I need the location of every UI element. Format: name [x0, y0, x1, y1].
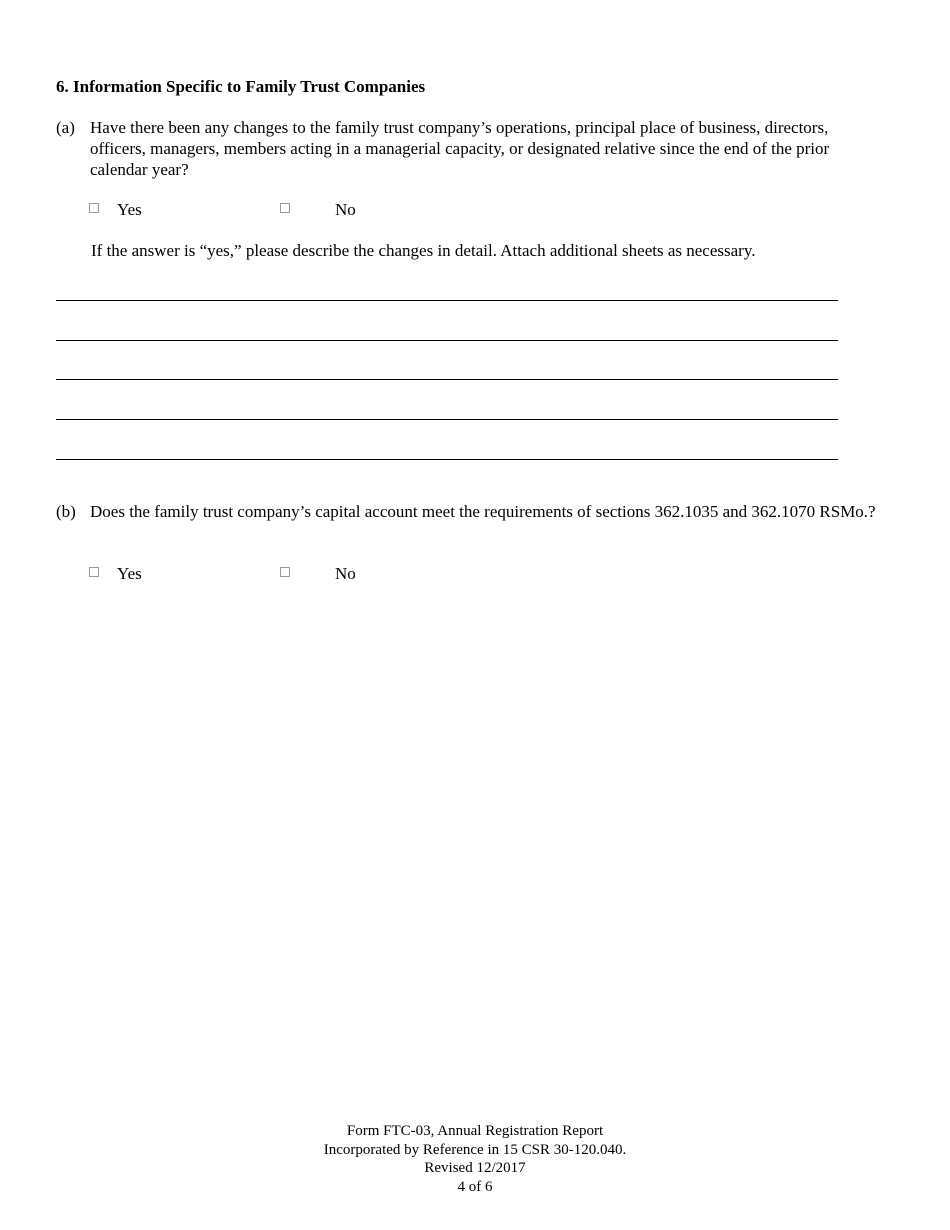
question-b: [56, 501, 876, 522]
question-b-no-label: No: [335, 564, 356, 583]
question-a-label: (a): [56, 118, 75, 137]
question-b-label: (b): [56, 502, 76, 521]
question-b-no-checkbox[interactable]: [280, 567, 290, 577]
question-b-text: Does the family trust company’s capital account meet the requirements of sections 362.1035 and 362.1070 RSMo.?: [90, 502, 876, 521]
question-b-yes-checkbox[interactable]: [89, 567, 99, 577]
question-a-yes-checkbox[interactable]: [89, 203, 99, 213]
answer-line[interactable]: [56, 419, 838, 420]
answer-line[interactable]: [56, 300, 838, 301]
page-footer: [0, 1122, 950, 1196]
footer-form-name: Form FTC-03, Annual Registration Report: [346, 1123, 604, 1139]
answer-line[interactable]: [56, 459, 838, 460]
answer-line[interactable]: [56, 340, 838, 341]
footer-revision: Revised 12/2017: [424, 1160, 526, 1176]
question-a-no-label: No: [335, 200, 356, 219]
question-a: [56, 117, 876, 180]
answer-line[interactable]: [56, 379, 838, 380]
question-a-no-checkbox[interactable]: [280, 203, 290, 213]
question-b-yes-label: Yes: [117, 564, 142, 583]
question-a-text: Have there been any changes to the family trust company’s operations, principal place of business, directors, officers, managers, members acting in a managerial capacity, or designated relative since the end of the prior calendar year?: [90, 118, 830, 179]
footer-reference: Incorporated by Reference in 15 CSR 30-120.040.: [323, 1141, 627, 1158]
question-a-yes-label: Yes: [117, 200, 142, 219]
question-a-instruction: If the answer is “yes,” please describe the changes in detail. Attach additional sheets as necessary.: [91, 241, 756, 260]
footer-page-number: 4 of 6: [457, 1178, 493, 1195]
section-title: 6. Information Specific to Family Trust Companies: [56, 77, 426, 96]
